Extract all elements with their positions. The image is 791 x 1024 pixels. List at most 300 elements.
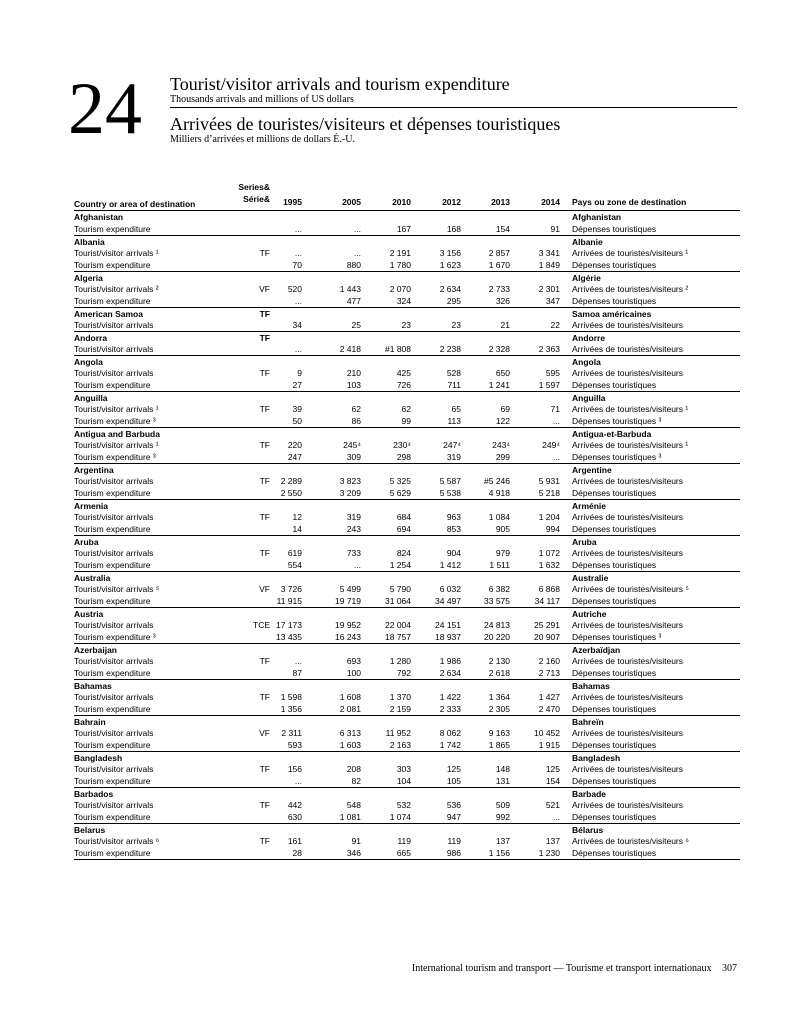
table-row bbox=[74, 283, 740, 295]
series-code: VF bbox=[259, 728, 270, 738]
header-pays: Pays ou zone de destination bbox=[572, 197, 687, 207]
indicator-label: Tourism expenditure bbox=[74, 812, 151, 822]
table-row bbox=[74, 835, 740, 847]
indicator-label-fr: Arrivées de touristes/visiteurs ⁶ bbox=[572, 836, 689, 846]
value-2010: 31 064 bbox=[385, 596, 411, 606]
value-2013: 1 865 bbox=[488, 740, 510, 750]
value-2013: 154 bbox=[495, 224, 510, 234]
value-2010: 5 325 bbox=[389, 476, 411, 486]
value-2012: 34 497 bbox=[435, 596, 461, 606]
value-2013: 2 733 bbox=[488, 284, 510, 294]
value-2014: 347 bbox=[545, 296, 560, 306]
value-2010: 298 bbox=[396, 452, 411, 462]
value-1995: 442 bbox=[287, 800, 302, 810]
value-2010: 665 bbox=[396, 848, 411, 858]
indicator-label: Tourism expenditure bbox=[74, 488, 151, 498]
country-row bbox=[74, 355, 740, 367]
table-row bbox=[74, 619, 740, 631]
value-2013: 33 575 bbox=[484, 596, 510, 606]
value-1995: 2 289 bbox=[280, 476, 302, 486]
indicator-label-fr: Dépenses touristiques bbox=[572, 776, 657, 786]
value-2012: 113 bbox=[447, 416, 461, 426]
value-1995: 34 bbox=[292, 320, 302, 330]
value-2010: 726 bbox=[396, 380, 411, 390]
value-2005: 25 bbox=[351, 320, 361, 330]
table-row bbox=[74, 739, 740, 751]
indicator-label-fr: Arrivées de touristes/visiteurs bbox=[572, 548, 684, 558]
value-2012: 8 062 bbox=[439, 728, 461, 738]
indicator-label: Tourism expenditure bbox=[74, 740, 151, 750]
value-2012: 105 bbox=[446, 776, 461, 786]
series-code: TF bbox=[259, 548, 270, 558]
header-2005: 2005 bbox=[342, 197, 361, 207]
value-2010: 230⁴ bbox=[393, 440, 411, 450]
value-2014: 2 470 bbox=[538, 704, 560, 714]
country-row bbox=[74, 391, 740, 403]
value-2005: 16 243 bbox=[335, 632, 361, 642]
value-2010: 1 370 bbox=[389, 692, 411, 702]
value-2010: 167 bbox=[396, 224, 411, 234]
value-2010: 5 790 bbox=[389, 584, 411, 594]
indicator-label-fr: Dépenses touristiques bbox=[572, 524, 657, 534]
indicator-label-fr: Dépenses touristiques bbox=[572, 296, 657, 306]
country-name-fr: Angola bbox=[572, 357, 601, 367]
value-2012: 2 333 bbox=[439, 704, 461, 714]
value-2012: 319 bbox=[446, 452, 461, 462]
value-2014: 22 bbox=[550, 320, 560, 330]
value-2012: 5 587 bbox=[439, 476, 461, 486]
table-row bbox=[74, 319, 740, 331]
country-row bbox=[74, 331, 740, 343]
indicator-label-fr: Arrivées de touristes/visiteurs bbox=[572, 512, 684, 522]
series-code: TF bbox=[259, 404, 270, 414]
value-2005: 477 bbox=[346, 296, 361, 306]
indicator-label: Tourist/visitor arrivals bbox=[74, 512, 154, 522]
country-row bbox=[74, 499, 740, 511]
country-name-fr: Autriche bbox=[572, 609, 607, 619]
header-1995: 1995 bbox=[283, 197, 302, 207]
value-2014: 154 bbox=[545, 776, 560, 786]
table-row bbox=[74, 247, 740, 259]
value-2012: 536 bbox=[446, 800, 461, 810]
table-row bbox=[74, 547, 740, 559]
country-row bbox=[74, 571, 740, 583]
value-2014: 1 597 bbox=[538, 380, 560, 390]
value-2013: #5 246 bbox=[484, 476, 510, 486]
series-code: TF bbox=[259, 368, 270, 378]
header-2014: 2014 bbox=[541, 197, 560, 207]
value-2012: 947 bbox=[446, 812, 461, 822]
indicator-label: Tourist/visitor arrivals ¹ bbox=[74, 440, 159, 450]
value-2012: 295 bbox=[446, 296, 461, 306]
chapter-number: 24 bbox=[68, 68, 142, 150]
value-2012: 24 151 bbox=[435, 620, 461, 630]
country-name: Argentina bbox=[74, 465, 114, 475]
country-row bbox=[74, 535, 740, 547]
indicator-label: Tourist/visitor arrivals bbox=[74, 320, 154, 330]
subtitle-english: Thousands arrivals and millions of US dollars bbox=[170, 94, 737, 108]
country-name-fr: Anguilla bbox=[572, 393, 606, 403]
country-name: Belarus bbox=[74, 825, 106, 835]
value-1995: 13 435 bbox=[276, 632, 302, 642]
value-2014: 1 204 bbox=[538, 512, 560, 522]
value-2014: 20 907 bbox=[534, 632, 560, 642]
value-2010: 22 004 bbox=[385, 620, 411, 630]
value-2012: 247⁴ bbox=[443, 440, 461, 450]
indicator-label-fr: Dépenses touristiques bbox=[572, 812, 657, 822]
value-2005: 86 bbox=[351, 416, 361, 426]
value-2010: 792 bbox=[396, 668, 411, 678]
indicator-label: Tourism expenditure bbox=[74, 224, 151, 234]
value-2010: 2 159 bbox=[389, 704, 411, 714]
value-2012: 2 238 bbox=[439, 344, 461, 354]
value-2012: 1 986 bbox=[439, 656, 461, 666]
indicator-label: Tourist/visitor arrivals ⁶ bbox=[74, 836, 160, 846]
value-2013: 299 bbox=[495, 452, 510, 462]
indicator-label-fr: Arrivées de touristes/visiteurs ¹ bbox=[572, 248, 689, 258]
country-row bbox=[74, 427, 740, 439]
header-2013: 2013 bbox=[491, 197, 510, 207]
value-2013: 20 220 bbox=[484, 632, 510, 642]
value-2005: 19 719 bbox=[335, 596, 361, 606]
indicator-label-fr: Arrivées de touristes/visiteurs ² bbox=[572, 284, 689, 294]
value-2012: 2 634 bbox=[439, 668, 461, 678]
indicator-label: Tourist/visitor arrivals ¹ bbox=[74, 248, 159, 258]
value-1995: 9 bbox=[297, 368, 302, 378]
value-1995: 27 bbox=[292, 380, 302, 390]
value-2010: 1 780 bbox=[389, 260, 411, 270]
value-2012: 23 bbox=[451, 320, 461, 330]
value-2005: 82 bbox=[351, 776, 361, 786]
country-name-fr: Bahamas bbox=[572, 681, 610, 691]
country-name: American Samoa bbox=[74, 309, 143, 319]
country-name: Afghanistan bbox=[74, 212, 124, 222]
value-2005: 548 bbox=[346, 800, 361, 810]
value-2010: 303 bbox=[396, 764, 411, 774]
indicator-label-fr: Arrivées de touristes/visiteurs bbox=[572, 476, 684, 486]
table-header bbox=[74, 182, 740, 211]
value-2013: 148 bbox=[495, 764, 510, 774]
indicator-label: Tourism expenditure bbox=[74, 560, 151, 570]
value-2010: 324 bbox=[396, 296, 411, 306]
value-2005: 91 bbox=[351, 836, 361, 846]
value-2014: ... bbox=[552, 416, 560, 426]
value-2005: 1 603 bbox=[339, 740, 361, 750]
value-2013: 122 bbox=[495, 416, 510, 426]
indicator-label-fr: Dépenses touristiques bbox=[572, 740, 657, 750]
value-2014: 1 230 bbox=[538, 848, 560, 858]
country-row bbox=[74, 751, 740, 763]
value-1995: ... bbox=[294, 344, 302, 354]
indicator-label: Tourism expenditure bbox=[74, 596, 151, 606]
page-number: 307 bbox=[722, 963, 737, 974]
table-row bbox=[74, 583, 740, 595]
value-2013: 650 bbox=[495, 368, 510, 378]
value-1995: 14 bbox=[292, 524, 302, 534]
indicator-label-fr: Arrivées de touristes/visiteurs bbox=[572, 764, 684, 774]
value-2005: 243 bbox=[346, 524, 361, 534]
value-2014: 595 bbox=[545, 368, 560, 378]
indicator-label: Tourist/visitor arrivals ⁵ bbox=[74, 584, 160, 594]
value-2014: ... bbox=[552, 812, 560, 822]
value-2010: 684 bbox=[396, 512, 411, 522]
value-2013: 992 bbox=[495, 812, 510, 822]
indicator-label: Tourism expenditure bbox=[74, 668, 151, 678]
value-1995: ... bbox=[294, 248, 302, 258]
value-2013: 1 364 bbox=[488, 692, 510, 702]
indicator-label: Tourism expenditure bbox=[74, 776, 151, 786]
indicator-label: Tourism expenditure bbox=[74, 296, 151, 306]
indicator-label-fr: Arrivées de touristes/visiteurs bbox=[572, 344, 684, 354]
value-2013: 2 328 bbox=[488, 344, 510, 354]
table-row bbox=[74, 811, 740, 823]
country-row bbox=[74, 607, 740, 619]
indicator-label-fr: Arrivées de touristes/visiteurs ¹ bbox=[572, 404, 689, 414]
indicator-label: Tourist/visitor arrivals bbox=[74, 548, 154, 558]
country-name-fr: Bangladesh bbox=[572, 753, 621, 763]
indicator-label: Tourist/visitor arrivals bbox=[74, 368, 154, 378]
value-2013: 2 130 bbox=[488, 656, 510, 666]
value-1995: 630 bbox=[287, 812, 302, 822]
table-row bbox=[74, 439, 740, 451]
value-2013: 1 241 bbox=[488, 380, 510, 390]
value-1995: 2 550 bbox=[280, 488, 302, 498]
value-2014: 91 bbox=[550, 224, 560, 234]
value-2012: 1 742 bbox=[439, 740, 461, 750]
country-name-fr: Bahreïn bbox=[572, 717, 604, 727]
footer-text: International tourism and transport — Tourisme et transport internationaux bbox=[411, 963, 712, 974]
header-series-top: Series& bbox=[238, 182, 270, 192]
value-2014: 1 072 bbox=[538, 548, 560, 558]
country-name-fr: Arménie bbox=[572, 501, 607, 511]
value-1995: ... bbox=[294, 296, 302, 306]
value-2010: 2 163 bbox=[389, 740, 411, 750]
value-2013: 6 382 bbox=[488, 584, 510, 594]
value-1995: 593 bbox=[287, 740, 302, 750]
series-code: TF bbox=[259, 836, 270, 846]
value-1995: 1 598 bbox=[280, 692, 302, 702]
value-2014: 2 301 bbox=[538, 284, 560, 294]
value-2012: 904 bbox=[446, 548, 461, 558]
value-1995: 220 bbox=[287, 440, 302, 450]
country-name: Austria bbox=[74, 609, 104, 619]
indicator-label: Tourist/visitor arrivals ¹ bbox=[74, 404, 159, 414]
value-2012: 986 bbox=[446, 848, 461, 858]
indicator-label-fr: Dépenses touristiques bbox=[572, 848, 657, 858]
table-row bbox=[74, 295, 740, 307]
indicator-label-fr: Arrivées de touristes/visiteurs bbox=[572, 320, 684, 330]
value-2012: 6 032 bbox=[439, 584, 461, 594]
value-2013: 509 bbox=[495, 800, 510, 810]
table-row bbox=[74, 667, 740, 679]
value-2013: 9 163 bbox=[488, 728, 510, 738]
value-1995: 87 bbox=[292, 668, 302, 678]
value-2005: 62 bbox=[351, 404, 361, 414]
value-2005: 245⁴ bbox=[343, 440, 361, 450]
value-2013: 979 bbox=[495, 548, 510, 558]
country-name-fr: Albanie bbox=[572, 237, 603, 247]
value-2013: 24 813 bbox=[484, 620, 510, 630]
value-2010: 104 bbox=[396, 776, 411, 786]
value-1995: 39 bbox=[292, 404, 302, 414]
country-name-fr: Andorre bbox=[572, 333, 606, 343]
value-2010: 62 bbox=[401, 404, 411, 414]
indicator-label: Tourism expenditure bbox=[74, 380, 151, 390]
value-2013: 2 618 bbox=[488, 668, 510, 678]
value-2005: 2 081 bbox=[339, 704, 361, 714]
value-2013: 1 156 bbox=[488, 848, 510, 858]
country-row bbox=[74, 823, 740, 835]
value-2014: 2 713 bbox=[538, 668, 560, 678]
table-row bbox=[74, 631, 740, 643]
indicator-label: Tourism expenditure bbox=[74, 704, 151, 714]
value-2012: 3 156 bbox=[439, 248, 461, 258]
value-2014: 5 218 bbox=[538, 488, 560, 498]
value-1995: ... bbox=[294, 224, 302, 234]
value-1995: 17 173 bbox=[276, 620, 302, 630]
value-1995: 70 bbox=[292, 260, 302, 270]
value-2005: 19 952 bbox=[335, 620, 361, 630]
indicator-label-fr: Arrivées de touristes/visiteurs bbox=[572, 800, 684, 810]
value-1995: 28 bbox=[292, 848, 302, 858]
indicator-label: Tourist/visitor arrivals bbox=[74, 344, 154, 354]
value-2012: 119 bbox=[447, 836, 461, 846]
value-1995: 50 bbox=[292, 416, 302, 426]
country-name-fr: Azerbaïdjan bbox=[572, 645, 621, 655]
value-2012: 65 bbox=[451, 404, 461, 414]
country-name-fr: Samoa américaines bbox=[572, 309, 652, 319]
indicator-label-fr: Arrivées de touristes/visiteurs bbox=[572, 368, 684, 378]
series-code: TF bbox=[259, 800, 270, 810]
value-2014: 10 452 bbox=[534, 728, 560, 738]
value-2005: 880 bbox=[346, 260, 361, 270]
country-name: Angola bbox=[74, 357, 103, 367]
value-2013: 326 bbox=[495, 296, 510, 306]
value-2010: 1 074 bbox=[389, 812, 411, 822]
indicator-label-fr: Dépenses touristiques bbox=[572, 224, 657, 234]
value-2005: ... bbox=[353, 224, 361, 234]
table-row bbox=[74, 559, 740, 571]
value-2010: 2 070 bbox=[389, 284, 411, 294]
indicator-label-fr: Arrivées de touristes/visiteurs bbox=[572, 656, 684, 666]
table-row bbox=[74, 367, 740, 379]
value-2014: 1 427 bbox=[538, 692, 560, 702]
header-country: Country or area of destination bbox=[74, 199, 196, 209]
value-2013: 2 305 bbox=[488, 704, 510, 714]
country-name: Armenia bbox=[74, 501, 109, 511]
value-2014: ... bbox=[552, 452, 560, 462]
value-2014: 34 117 bbox=[534, 596, 560, 606]
country-name-fr: Barbade bbox=[572, 789, 607, 799]
value-2014: 1 849 bbox=[538, 260, 560, 270]
value-1995: 520 bbox=[287, 284, 302, 294]
value-2010: 1 280 bbox=[389, 656, 411, 666]
country-name: Albania bbox=[74, 237, 105, 247]
value-2012: 1 412 bbox=[439, 560, 461, 570]
value-2012: 2 634 bbox=[439, 284, 461, 294]
indicator-label-fr: Arrivées de touristes/visiteurs ¹ bbox=[572, 440, 689, 450]
value-2014: 71 bbox=[550, 404, 560, 414]
value-2014: 2 160 bbox=[538, 656, 560, 666]
indicator-label-fr: Arrivées de touristes/visiteurs ⁵ bbox=[572, 584, 689, 594]
value-2010: #1 808 bbox=[385, 344, 411, 354]
country-name-fr: Aruba bbox=[572, 537, 597, 547]
country-name-fr: Algérie bbox=[572, 273, 601, 283]
series-code: TF bbox=[259, 440, 270, 450]
indicator-label: Tourist/visitor arrivals bbox=[74, 620, 154, 630]
value-2014: 125 bbox=[545, 764, 560, 774]
page-footer bbox=[404, 963, 737, 974]
value-2005: 6 313 bbox=[339, 728, 361, 738]
value-2012: 1 623 bbox=[439, 260, 461, 270]
indicator-label-fr: Dépenses touristiques ³ bbox=[572, 632, 662, 642]
country-name-fr: Antigua-et-Barbuda bbox=[572, 429, 652, 439]
value-2013: 69 bbox=[500, 404, 510, 414]
value-2010: 425 bbox=[396, 368, 411, 378]
indicator-label-fr: Dépenses touristiques bbox=[572, 488, 657, 498]
value-2012: 5 538 bbox=[439, 488, 461, 498]
value-2005: 319 bbox=[346, 512, 361, 522]
indicator-label: Tourist/visitor arrivals bbox=[74, 800, 154, 810]
country-name: Anguilla bbox=[74, 393, 108, 403]
country-row bbox=[74, 271, 740, 283]
value-2014: 249⁴ bbox=[542, 440, 560, 450]
value-1995: 2 311 bbox=[281, 728, 302, 738]
value-2005: 5 499 bbox=[339, 584, 361, 594]
value-2012: 125 bbox=[446, 764, 461, 774]
value-2005: 2 418 bbox=[339, 344, 361, 354]
series-code: VF bbox=[259, 584, 270, 594]
value-2013: 137 bbox=[495, 836, 510, 846]
table-row bbox=[74, 727, 740, 739]
title-block bbox=[170, 74, 737, 146]
value-1995: 1 356 bbox=[280, 704, 302, 714]
series-code: TF bbox=[259, 333, 270, 343]
country-name: Barbados bbox=[74, 789, 114, 799]
country-name-fr: Argentine bbox=[572, 465, 612, 475]
table-row bbox=[74, 415, 740, 427]
indicator-label: Tourist/visitor arrivals bbox=[74, 728, 154, 738]
indicator-label: Tourist/visitor arrivals bbox=[74, 764, 154, 774]
indicator-label-fr: Dépenses touristiques bbox=[572, 704, 657, 714]
title-french: Arrivées de touristes/visiteurs et dépenses touristiques bbox=[170, 114, 561, 134]
value-2005: 103 bbox=[346, 380, 361, 390]
value-2012: 711 bbox=[447, 380, 461, 390]
indicator-label: Tourism expenditure bbox=[74, 848, 151, 858]
value-2010: 11 952 bbox=[385, 728, 411, 738]
country-name: Bangladesh bbox=[74, 753, 123, 763]
value-2014: 1 632 bbox=[538, 560, 560, 570]
indicator-label: Tourist/visitor arrivals bbox=[74, 476, 154, 486]
table-row bbox=[74, 451, 740, 463]
country-name: Algeria bbox=[74, 273, 103, 283]
indicator-label: Tourism expenditure bbox=[74, 524, 151, 534]
table-row bbox=[74, 475, 740, 487]
value-2014: 6 868 bbox=[538, 584, 560, 594]
country-name-fr: Australie bbox=[572, 573, 609, 583]
country-row bbox=[74, 211, 740, 223]
indicator-label-fr: Dépenses touristiques bbox=[572, 260, 657, 270]
country-name: Aruba bbox=[74, 537, 99, 547]
value-1995: ... bbox=[294, 656, 302, 666]
value-2010: 5 629 bbox=[389, 488, 411, 498]
value-2013: 21 bbox=[500, 320, 510, 330]
value-2010: 23 bbox=[401, 320, 411, 330]
indicator-label: Tourism expenditure ³ bbox=[74, 416, 156, 426]
table-row bbox=[74, 379, 740, 391]
series-code: TF bbox=[259, 309, 270, 319]
series-code: TCE bbox=[253, 620, 270, 630]
